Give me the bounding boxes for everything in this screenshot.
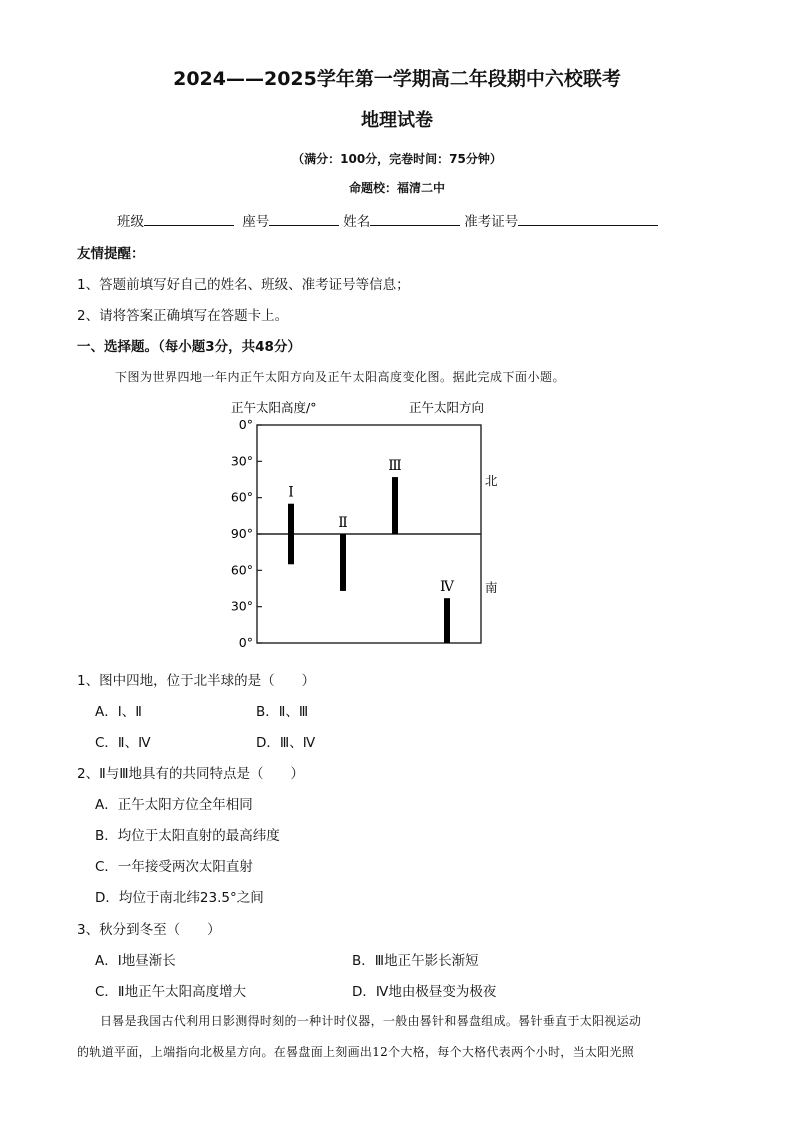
passage-line-2: 的轨道平面，上端指向北极星方向。在晷盘面上刻画出12个大格，每个大格代表两个小时，当太阳光照: [77, 1045, 635, 1059]
exam-no-label: 准考证号: [464, 214, 519, 230]
right-axis-title: 正午太阳方向: [409, 400, 485, 415]
q3-option-a[interactable]: A．Ⅰ地昼渐长: [95, 953, 176, 969]
tip-item: 1、答题前填写好自己的姓名、班级、准考证号等信息；: [77, 277, 410, 293]
q3-option-c[interactable]: C．Ⅱ地正午太阳高度增大: [95, 984, 247, 1000]
q2-option-d[interactable]: D．均位于南北纬23.5°之间: [95, 890, 264, 906]
question-1: 1、图中四地，位于北半球的是（ ）: [77, 673, 316, 689]
name-field[interactable]: [370, 212, 460, 226]
question-3: 3、秋分到冬至（ ）: [77, 922, 221, 938]
y-tick-label: 60°: [230, 562, 253, 578]
q1-option-d[interactable]: D．Ⅲ、Ⅳ: [256, 735, 316, 751]
name-label: 姓名: [343, 214, 371, 230]
q3-option-d[interactable]: D．Ⅳ地由极昼变为极夜: [352, 984, 497, 1000]
south-label: 南: [485, 580, 498, 595]
bar-label-3: Ⅲ: [388, 458, 402, 475]
y-tick-label: 60°: [230, 489, 253, 505]
q1-option-b[interactable]: B．Ⅱ、Ⅲ: [256, 704, 309, 720]
bars: [288, 458, 455, 643]
y-tick-label: 30°: [230, 453, 253, 469]
q2-option-b[interactable]: B．均位于太阳直射的最高纬度: [95, 828, 280, 844]
q2-option-a[interactable]: A．正午太阳方位全年相同: [95, 797, 253, 813]
y-tick-label: 0°: [238, 635, 253, 650]
tips-heading: 友情提醒：: [77, 246, 145, 262]
left-axis-title: 正午太阳高度/°: [231, 400, 317, 415]
q3-option-b[interactable]: B．Ⅲ地正午影长渐短: [352, 953, 479, 969]
section-intro: 下图为世界四地一年内正午太阳方向及正午太阳高度变化图。据此完成下面小题。: [115, 370, 566, 384]
q1-option-a[interactable]: A．Ⅰ、Ⅱ: [95, 704, 142, 720]
y-tick-label: 90°: [230, 526, 253, 541]
seat-field[interactable]: [269, 212, 339, 226]
bar-4: [444, 598, 450, 643]
y-tick-label: 0°: [238, 417, 253, 432]
question-2: 2、Ⅱ与Ⅲ地具有的共同特点是（ ）: [77, 766, 305, 782]
q1-option-c[interactable]: C．Ⅱ、Ⅳ: [95, 735, 151, 751]
q2-option-c[interactable]: C．一年接受两次太阳直射: [95, 859, 253, 875]
tip-item: 2、请将答案正确填写在答题卡上。: [77, 308, 289, 324]
class-label: 班级: [117, 214, 144, 230]
bar-label-4: Ⅳ: [440, 579, 454, 596]
student-info-line: [117, 210, 662, 230]
exam-no-field[interactable]: [518, 212, 658, 226]
north-label: 北: [485, 473, 498, 488]
proposing-school: 命题校：福清二中: [348, 181, 445, 195]
y-tick-label: 30°: [230, 598, 253, 614]
exam-title: 2024——2025学年第一学期高二年段期中六校联考: [173, 68, 621, 90]
exam-meta: （满分：100分，完卷时间：75分钟）: [292, 152, 502, 166]
class-field[interactable]: [144, 212, 234, 226]
section-heading: 一、选择题。（每小题3分，共48分）: [77, 339, 301, 355]
bar-label-1: Ⅰ: [288, 484, 294, 501]
seat-label: 座号: [242, 214, 270, 230]
passage-line-1: 日晷是我国古代利用日影测得时刻的一种计时仪器，一般由晷针和晷盘组成。晷针垂直于太阳视运动: [100, 1014, 642, 1028]
bar-label-2: Ⅱ: [338, 515, 348, 531]
bar-3: [392, 477, 398, 534]
bar-1: [288, 504, 294, 565]
bar-2: [340, 534, 346, 591]
sun-altitude-chart: [225, 392, 515, 654]
subject-title: 地理试卷: [361, 110, 433, 131]
